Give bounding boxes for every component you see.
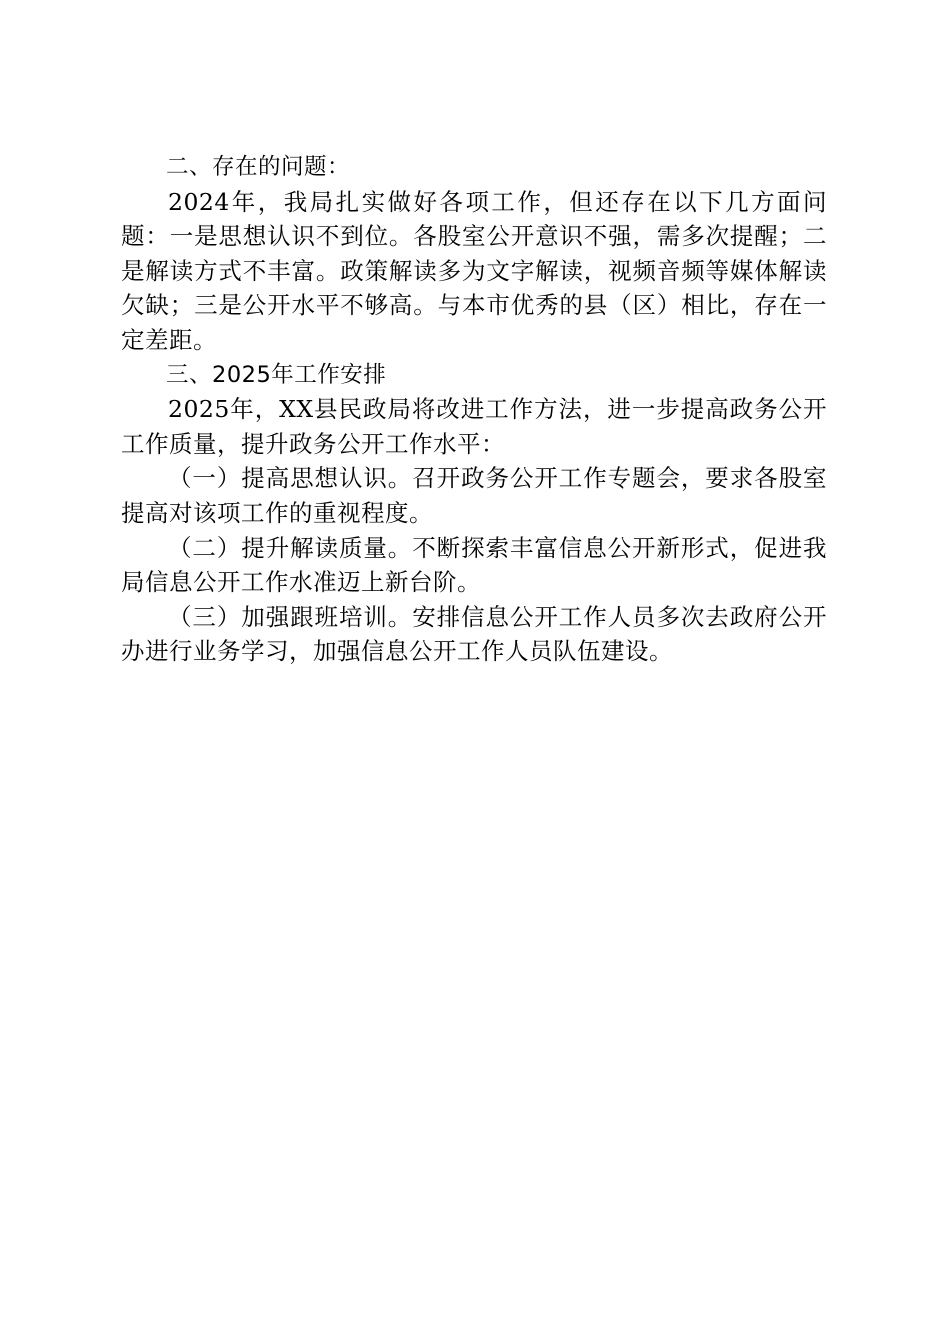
- section-three-intro: 2025年，XX县民政局将改进工作方法，进一步提高政务公开工作质量，提升政务公开工作水平：: [121, 395, 827, 458]
- section-two-heading: 二、存在的问题：: [166, 154, 351, 180]
- work-item-1-body: 召开政务公开工作专题会，要求各股室提高对该项工作的重视程度。: [121, 464, 828, 527]
- work-item-3-title: （三）加强跟班培训。: [168, 602, 413, 631]
- work-item-2-body: 不断探索丰富信息公开新形式，促进我局信息公开工作水准迈上新台阶。: [121, 533, 828, 597]
- document-page: [121, 150, 827, 669]
- section-two-paragraph: 2024年，我局扎实做好各项工作，但还存在以下几方面问题：一是思想认识不到位。各股室公开意识不强，需多次提醒；二是解读方式不丰富。政策解读多为文字解读，视频音频等媒体解读欠缺；三是公开水平不够高。与本市优秀的县（区）相比，存在一定差距。: [121, 187, 827, 354]
- section-three-heading: 三、2025年工作安排: [166, 361, 387, 388]
- work-item-2: [121, 531, 827, 600]
- work-item-1-title: （一）提高思想认识。: [168, 464, 413, 493]
- work-item-3-body: 安排信息公开工作人员多次去政府公开办进行业务学习，加强信息公开工作人员队伍建设。: [121, 602, 828, 666]
- work-item-3: [121, 600, 827, 669]
- work-item-1: [121, 461, 827, 530]
- work-item-2-title: （二）提升解读质量。: [168, 533, 413, 562]
